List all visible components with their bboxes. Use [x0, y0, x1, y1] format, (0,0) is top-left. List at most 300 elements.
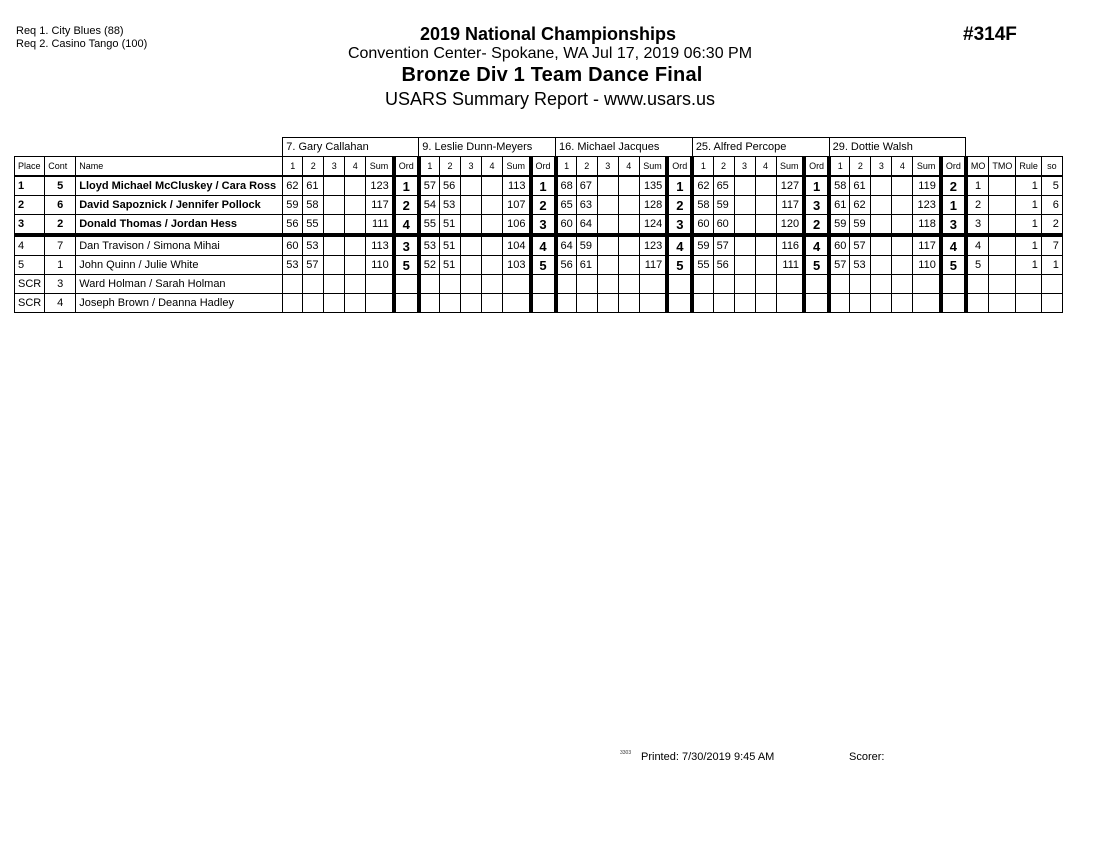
header-judge-col: 3: [871, 157, 892, 177]
score-cell: [755, 294, 776, 313]
score-cell: 61: [850, 176, 871, 196]
so-cell: [1041, 275, 1062, 294]
score-cell: [324, 294, 345, 313]
sum-cell: 128: [639, 196, 667, 215]
score-cell: [871, 275, 892, 294]
ordinal-cell: [667, 294, 692, 313]
score-cell: [461, 176, 482, 196]
header-mo: MO: [966, 157, 989, 177]
score-cell: [482, 256, 503, 275]
tmo-cell: [989, 215, 1016, 236]
header-judge-col: Ord: [531, 157, 556, 177]
ordinal-cell: 2: [667, 196, 692, 215]
score-cell: [713, 294, 734, 313]
score-cell: [556, 275, 577, 294]
mo-cell: [966, 275, 989, 294]
report-title: USARS Summary Report - www.usars.us: [384, 89, 716, 109]
score-cell: [597, 196, 618, 215]
score-cell: [419, 294, 440, 313]
competition-title: 2019 National Championships: [419, 24, 677, 44]
score-cell: [871, 215, 892, 236]
score-cell: [597, 275, 618, 294]
score-cell: 59: [576, 235, 597, 256]
sum-cell: 123: [913, 196, 941, 215]
ordinal-cell: [531, 294, 556, 313]
event-name: Bronze Div 1 Team Dance Final: [401, 64, 703, 86]
rule-cell: [1016, 275, 1042, 294]
score-cell: 60: [829, 235, 850, 256]
score-cell: 54: [419, 196, 440, 215]
score-cell: 62: [850, 196, 871, 215]
score-cell: 60: [713, 215, 734, 236]
sum-cell: 123: [639, 235, 667, 256]
rule-cell: 1: [1016, 215, 1042, 236]
score-cell: [618, 235, 639, 256]
score-cell: [597, 235, 618, 256]
score-cell: 51: [440, 256, 461, 275]
requirement-1: Req 1. City Blues (88): [16, 25, 124, 37]
ordinal-cell: [804, 275, 829, 294]
rule-cell: 1: [1016, 176, 1042, 196]
header-place: Place: [15, 157, 45, 177]
ordinal-cell: 2: [394, 196, 419, 215]
sum-cell: 123: [366, 176, 394, 196]
score-cell: 61: [829, 196, 850, 215]
score-cell: 62: [692, 176, 713, 196]
table-row: [15, 294, 1063, 313]
name-cell: John Quinn / Julie White: [76, 256, 283, 275]
score-cell: [618, 294, 639, 313]
ordinal-cell: 4: [531, 235, 556, 256]
ordinal-cell: 5: [531, 256, 556, 275]
score-cell: [871, 176, 892, 196]
score-cell: 65: [713, 176, 734, 196]
score-cell: [345, 176, 366, 196]
score-cell: [734, 256, 755, 275]
score-cell: [618, 215, 639, 236]
tmo-cell: [989, 294, 1016, 313]
venue-datetime: Convention Center- Spokane, WA Jul 17, 2019 06:30 PM: [347, 45, 753, 62]
sum-cell: 111: [366, 215, 394, 236]
score-cell: [734, 215, 755, 236]
place-cell: SCR: [15, 294, 45, 313]
sum-cell: 116: [776, 235, 804, 256]
sum-cell: 113: [366, 235, 394, 256]
rule-cell: 1: [1016, 256, 1042, 275]
header-judge-col: 1: [556, 157, 577, 177]
sum-cell: [776, 294, 804, 313]
score-cell: 56: [283, 215, 303, 236]
sum-cell: [639, 275, 667, 294]
sum-cell: [503, 275, 531, 294]
ordinal-cell: 3: [394, 235, 419, 256]
ordinal-cell: 3: [941, 215, 966, 236]
score-cell: [618, 256, 639, 275]
judge-name: 9. Leslie Dunn-Meyers: [419, 138, 556, 157]
score-cell: [345, 215, 366, 236]
sum-cell: [366, 275, 394, 294]
ordinal-cell: 4: [804, 235, 829, 256]
so-cell: 5: [1041, 176, 1062, 196]
ordinal-cell: [941, 294, 966, 313]
ordinal-cell: [394, 294, 419, 313]
score-cell: [892, 215, 913, 236]
score-cell: [829, 294, 850, 313]
place-cell: 2: [15, 196, 45, 215]
cont-cell: 1: [45, 256, 76, 275]
sum-cell: 120: [776, 215, 804, 236]
sum-cell: [776, 275, 804, 294]
score-cell: 63: [576, 196, 597, 215]
sum-cell: [503, 294, 531, 313]
score-cell: 61: [303, 176, 324, 196]
sum-cell: 103: [503, 256, 531, 275]
score-cell: [461, 235, 482, 256]
score-cell: [618, 196, 639, 215]
score-cell: [556, 294, 577, 313]
score-cell: [618, 176, 639, 196]
printed-timestamp: Printed: 7/30/2019 9:45 AM: [641, 751, 775, 763]
score-cell: 61: [576, 256, 597, 275]
so-cell: 7: [1041, 235, 1062, 256]
score-cell: [482, 176, 503, 196]
ordinal-cell: 2: [941, 176, 966, 196]
ordinal-cell: 1: [394, 176, 419, 196]
ordinal-cell: 1: [667, 176, 692, 196]
score-cell: [345, 235, 366, 256]
header-so: so: [1041, 157, 1062, 177]
score-cell: [734, 275, 755, 294]
sum-cell: 107: [503, 196, 531, 215]
sum-cell: 119: [913, 176, 941, 196]
header-judge-col: Sum: [913, 157, 941, 177]
score-cell: [324, 256, 345, 275]
score-cell: [419, 275, 440, 294]
place-cell: 4: [15, 235, 45, 256]
score-cell: [345, 256, 366, 275]
score-cell: [734, 176, 755, 196]
name-cell: David Sapoznick / Jennifer Pollock: [76, 196, 283, 215]
header-judge-col: 4: [755, 157, 776, 177]
score-cell: 67: [576, 176, 597, 196]
score-cell: [597, 294, 618, 313]
score-cell: 62: [283, 176, 303, 196]
score-cell: [734, 196, 755, 215]
header-judge-col: 3: [597, 157, 618, 177]
score-cell: [482, 196, 503, 215]
score-cell: [829, 275, 850, 294]
header-judge-col: 4: [482, 157, 503, 177]
ordinal-cell: 4: [394, 215, 419, 236]
score-cell: 68: [556, 176, 577, 196]
score-cell: [461, 256, 482, 275]
score-cell: [597, 256, 618, 275]
place-cell: SCR: [15, 275, 45, 294]
score-cell: [324, 196, 345, 215]
score-cell: 58: [303, 196, 324, 215]
sum-cell: 117: [776, 196, 804, 215]
score-cell: [345, 294, 366, 313]
event-number: #314F: [963, 24, 1017, 45]
header-judge-col: 2: [440, 157, 461, 177]
score-cell: 51: [440, 235, 461, 256]
header-judge-col: 3: [324, 157, 345, 177]
score-cell: [713, 275, 734, 294]
header-judge-col: Ord: [394, 157, 419, 177]
score-cell: [692, 275, 713, 294]
sum-cell: [913, 294, 941, 313]
score-cell: [871, 235, 892, 256]
sum-cell: 135: [639, 176, 667, 196]
score-cell: [482, 235, 503, 256]
header-judge-col: 4: [618, 157, 639, 177]
header-tmo: TMO: [989, 157, 1016, 177]
ordinal-cell: 5: [667, 256, 692, 275]
score-cell: [576, 294, 597, 313]
header-judge-col: 3: [734, 157, 755, 177]
header-rule: Rule: [1016, 157, 1042, 177]
score-cell: [892, 235, 913, 256]
score-cell: [482, 275, 503, 294]
header-judge-col: Ord: [941, 157, 966, 177]
cont-cell: 3: [45, 275, 76, 294]
score-cell: [345, 275, 366, 294]
tmo-cell: [989, 275, 1016, 294]
sum-cell: 117: [913, 235, 941, 256]
score-cell: [892, 196, 913, 215]
score-cell: [440, 275, 461, 294]
rule-cell: [1016, 294, 1042, 313]
name-cell: Ward Holman / Sarah Holman: [76, 275, 283, 294]
mo-cell: [966, 294, 989, 313]
header-judge-col: Ord: [804, 157, 829, 177]
ordinal-cell: 5: [804, 256, 829, 275]
name-cell: Dan Travison / Simona Mihai: [76, 235, 283, 256]
score-cell: 59: [283, 196, 303, 215]
score-cell: 55: [303, 215, 324, 236]
score-cell: [871, 294, 892, 313]
scorer-label: Scorer:: [849, 751, 885, 763]
so-cell: 6: [1041, 196, 1062, 215]
ordinal-cell: [804, 294, 829, 313]
mo-cell: 4: [966, 235, 989, 256]
ordinal-cell: 1: [941, 196, 966, 215]
header-judge-col: 2: [303, 157, 324, 177]
score-cell: [871, 256, 892, 275]
header-judge-col: Sum: [776, 157, 804, 177]
score-cell: 60: [556, 215, 577, 236]
blank-spacer: [15, 138, 283, 157]
header-name: Name: [76, 157, 283, 177]
ordinal-cell: [531, 275, 556, 294]
score-cell: 53: [419, 235, 440, 256]
sum-cell: 110: [366, 256, 394, 275]
ordinal-cell: 2: [531, 196, 556, 215]
judge-name: 16. Michael Jacques: [556, 138, 693, 157]
sum-cell: [913, 275, 941, 294]
score-cell: [892, 256, 913, 275]
mo-cell: 2: [966, 196, 989, 215]
score-cell: [618, 275, 639, 294]
ordinal-cell: 4: [667, 235, 692, 256]
ordinal-cell: 5: [394, 256, 419, 275]
score-cell: [850, 275, 871, 294]
sum-cell: 118: [913, 215, 941, 236]
score-cell: 64: [576, 215, 597, 236]
tmo-cell: [989, 176, 1016, 196]
score-cell: 57: [713, 235, 734, 256]
ordinal-cell: [941, 275, 966, 294]
score-cell: 53: [440, 196, 461, 215]
sum-cell: 104: [503, 235, 531, 256]
score-cell: [440, 294, 461, 313]
ordinal-cell: 3: [804, 196, 829, 215]
score-cell: [461, 215, 482, 236]
sum-cell: 106: [503, 215, 531, 236]
ordinal-cell: 5: [941, 256, 966, 275]
score-cell: 57: [303, 256, 324, 275]
mo-cell: 1: [966, 176, 989, 196]
ordinal-cell: 3: [667, 215, 692, 236]
blank-spacer: [966, 138, 1063, 157]
sum-cell: 124: [639, 215, 667, 236]
score-cell: 53: [283, 256, 303, 275]
score-cell: [597, 176, 618, 196]
score-cell: 57: [850, 235, 871, 256]
judge-name: 25. Alfred Percope: [692, 138, 829, 157]
cont-cell: 6: [45, 196, 76, 215]
ordinal-cell: 4: [941, 235, 966, 256]
sum-cell: [639, 294, 667, 313]
score-cell: 65: [556, 196, 577, 215]
sum-cell: [366, 294, 394, 313]
cont-cell: 5: [45, 176, 76, 196]
header-judge-col: 1: [829, 157, 850, 177]
mo-cell: 5: [966, 256, 989, 275]
score-cell: 55: [692, 256, 713, 275]
rule-cell: 1: [1016, 235, 1042, 256]
score-cell: [283, 275, 303, 294]
ordinal-cell: [394, 275, 419, 294]
sum-cell: 117: [639, 256, 667, 275]
score-cell: 59: [713, 196, 734, 215]
score-cell: [303, 275, 324, 294]
ordinal-cell: 1: [531, 176, 556, 196]
score-cell: 60: [283, 235, 303, 256]
requirement-2: Req 2. Casino Tango (100): [16, 38, 148, 50]
score-cell: [892, 275, 913, 294]
score-cell: [576, 275, 597, 294]
summary-table: [14, 137, 1063, 313]
so-cell: 2: [1041, 215, 1062, 236]
score-cell: [892, 176, 913, 196]
score-cell: [755, 215, 776, 236]
header-judge-col: Sum: [366, 157, 394, 177]
score-cell: [461, 294, 482, 313]
score-cell: 60: [692, 215, 713, 236]
place-cell: 1: [15, 176, 45, 196]
so-cell: [1041, 294, 1062, 313]
score-cell: 56: [440, 176, 461, 196]
tmo-cell: [989, 256, 1016, 275]
header-cont: Cont: [45, 157, 76, 177]
score-cell: 59: [692, 235, 713, 256]
judge-header-row: [15, 138, 1063, 157]
score-cell: 59: [829, 215, 850, 236]
score-cell: 57: [829, 256, 850, 275]
sum-cell: 127: [776, 176, 804, 196]
place-cell: 3: [15, 215, 45, 236]
header-judge-col: Sum: [503, 157, 531, 177]
table-row: [15, 215, 1063, 236]
table-row: [15, 196, 1063, 215]
footer-code: 3303: [620, 750, 632, 756]
table-row: [15, 256, 1063, 275]
score-cell: [303, 294, 324, 313]
table-row: [15, 235, 1063, 256]
score-cell: 51: [440, 215, 461, 236]
score-cell: [892, 294, 913, 313]
score-cell: [734, 235, 755, 256]
header-judge-col: 1: [419, 157, 440, 177]
header-judge-col: 4: [345, 157, 366, 177]
score-cell: 64: [556, 235, 577, 256]
so-cell: 1: [1041, 256, 1062, 275]
sum-cell: 113: [503, 176, 531, 196]
score-cell: [755, 196, 776, 215]
header-judge-col: 2: [576, 157, 597, 177]
score-cell: [324, 215, 345, 236]
score-cell: 56: [556, 256, 577, 275]
judge-name: 29. Dottie Walsh: [829, 138, 966, 157]
score-cell: [324, 235, 345, 256]
score-cell: [324, 275, 345, 294]
score-cell: [850, 294, 871, 313]
mo-cell: 3: [966, 215, 989, 236]
judge-name: 7. Gary Callahan: [283, 138, 419, 157]
ordinal-cell: 1: [804, 176, 829, 196]
score-cell: [324, 176, 345, 196]
header-judge-col: Sum: [639, 157, 667, 177]
score-cell: [461, 275, 482, 294]
place-cell: 5: [15, 256, 45, 275]
header-judge-col: Ord: [667, 157, 692, 177]
score-cell: 53: [850, 256, 871, 275]
score-cell: [482, 294, 503, 313]
score-cell: [597, 215, 618, 236]
rule-cell: 1: [1016, 196, 1042, 215]
ordinal-cell: [667, 275, 692, 294]
header-judge-col: 1: [692, 157, 713, 177]
score-cell: 58: [692, 196, 713, 215]
score-cell: [755, 256, 776, 275]
cont-cell: 7: [45, 235, 76, 256]
table-row: [15, 275, 1063, 294]
sum-cell: 117: [366, 196, 394, 215]
score-cell: 52: [419, 256, 440, 275]
score-cell: [734, 294, 755, 313]
name-cell: Lloyd Michael McCluskey / Cara Ross: [76, 176, 283, 196]
score-cell: 58: [829, 176, 850, 196]
score-cell: [755, 275, 776, 294]
header-judge-col: 2: [713, 157, 734, 177]
name-cell: Joseph Brown / Deanna Hadley: [76, 294, 283, 313]
score-cell: [482, 215, 503, 236]
header-judge-col: 2: [850, 157, 871, 177]
tmo-cell: [989, 196, 1016, 215]
score-cell: 56: [713, 256, 734, 275]
column-header-row: [15, 157, 1063, 177]
